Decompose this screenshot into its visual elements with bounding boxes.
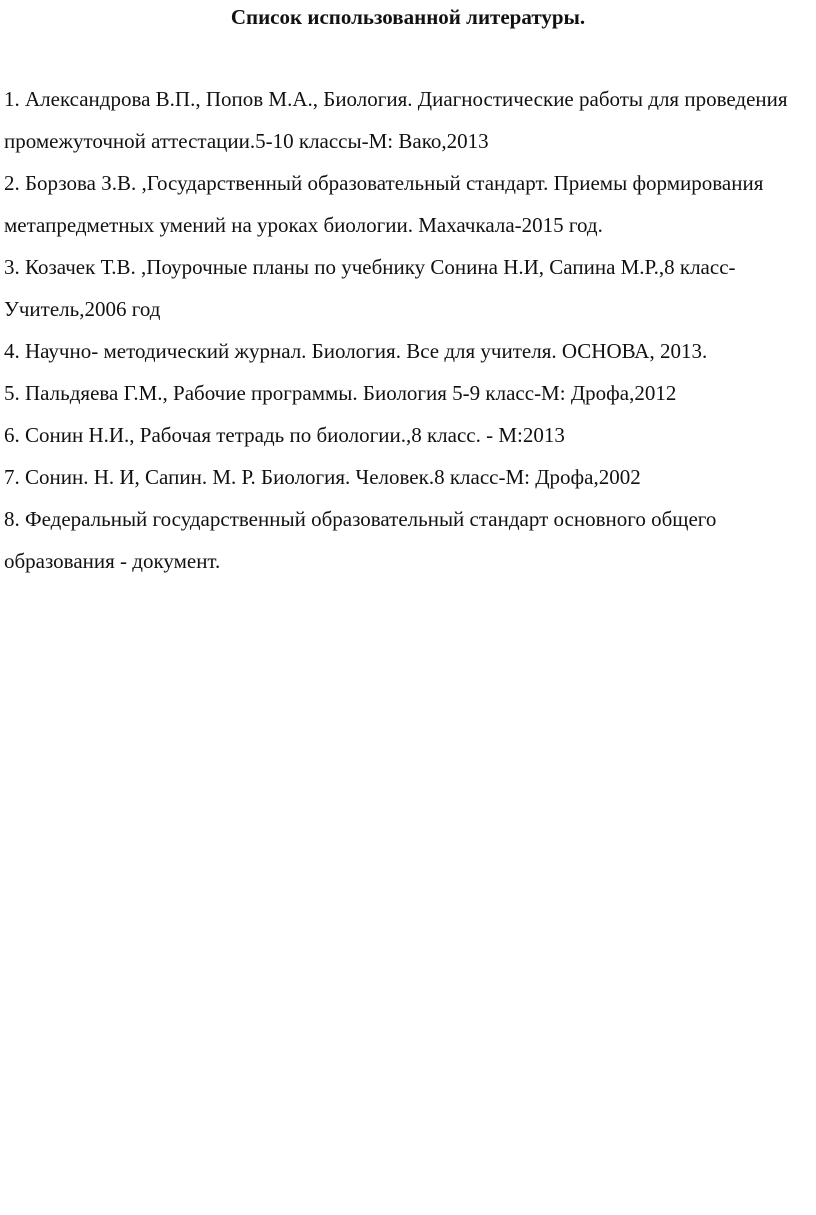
reference-item-3: 3. Козачек Т.В. ,Поурочные планы по учебнику Сонина Н.И, Сапина М.Р.,8 класс-Учитель,2006 год	[4, 255, 736, 321]
reference-item-7: 7. Сонин. Н. И, Сапин. М. Р. Биология. Человек.8 класс-М: Дрофа,2002	[4, 465, 641, 489]
reference-item-2: 2. Борзова З.В. ,Государственный образовательный стандарт. Приемы формирования метапредметных умений на уроках биологии. Махачкала-2015 год.	[4, 171, 764, 237]
reference-list	[4, 78, 812, 582]
reference-item-5: 5. Пальдяева Г.М., Рабочие программы. Биология 5-9 класс-М: Дрофа,2012	[4, 381, 677, 405]
reference-item-4: 4. Научно- методический журнал. Биология. Все для учителя. ОСНОВА, 2013.	[4, 339, 708, 363]
reference-item-8: 8. Федеральный государственный образовательный стандарт основного общего образования - документ.	[4, 507, 717, 573]
document-title: Список использованной литературы.	[230, 5, 586, 29]
reference-item-6: 6. Сонин Н.И., Рабочая тетрадь по биологии.,8 класс. - М:2013	[4, 423, 565, 447]
reference-item-1: 1. Александрова В.П., Попов М.А., Биология. Диагностические работы для проведения промежуточной аттестации.5-10 классы-М: Вако,2013	[4, 87, 788, 153]
